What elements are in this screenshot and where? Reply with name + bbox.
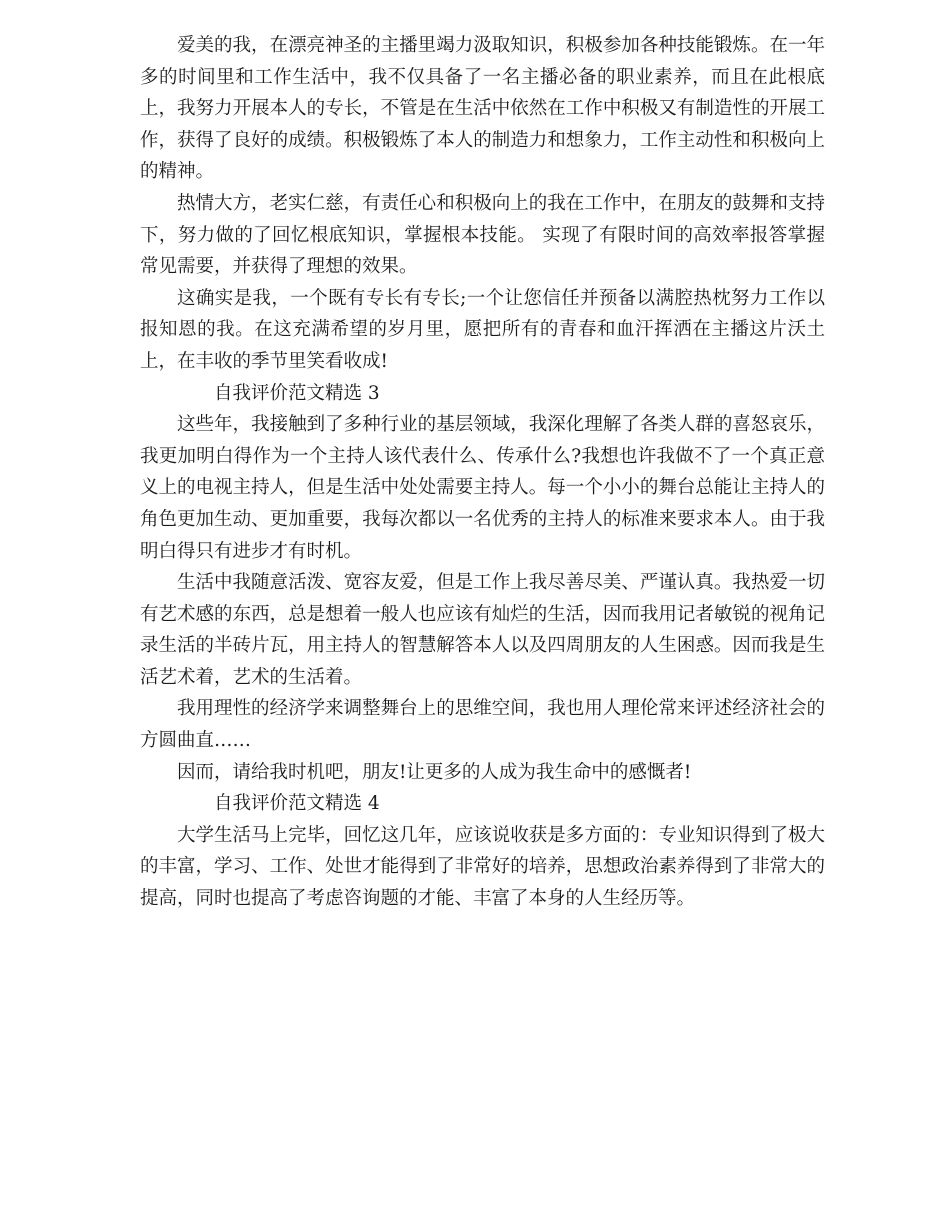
paragraph: 热情大方，老实仁慈，有责任心和积极向上的我在工作中，在朋友的鼓舞和支持下，努力做的了回忆根底知识，掌握根本技能。 实现了有限时间的高效率报答掌握常见需要，并获得了理想的效果。 — [140, 192, 825, 278]
section-heading: 自我评价范文精选 3 — [214, 382, 380, 404]
document-page — [140, 30, 825, 915]
paragraph: 因而，请给我时机吧，朋友!让更多的人成为我生命中的感慨者! — [177, 761, 692, 783]
paragraph: 这些年，我接触到了多种行业的基层领域，我深化理解了各类人群的喜怒哀乐，我更加明白得作为一个主持人该代表什么、传承什么?我想也许我做不了一个真正意义上的电视主持人，但是生活中处处需要主持人。每一个小小的舞台总能让主持人的角色更加生动、更加重要，我每次都以一名优秀的主持人的标准来要求本人。由于我明白得只有进步才有时机。 — [140, 414, 825, 562]
paragraph: 大学生活马上完毕，回忆这几年，应该说收获是多方面的：专业知识得到了极大的丰富，学习、工作、处世才能得到了非常好的培养，思想政治素养得到了非常大的提高，同时也提高了考虑咨询题的才能、丰富了本身的人生经历等。 — [140, 824, 825, 910]
paragraph: 生活中我随意活泼、宽容友爱，但是工作上我尽善尽美、严谨认真。我热爱一切有艺术感的东西，总是想着一般人也应该有灿烂的生活，因而我用记者敏锐的视角记录生活的半砖片瓦，用主持人的智慧解答本人以及四周朋友的人生困惑。因而我是生活艺术着，艺术的生活着。 — [140, 572, 825, 688]
paragraph: 这确实是我，一个既有专长有专长;一个让您信任并预备以满腔热枕努力工作以报知恩的我。在这充满希望的岁月里，愿把所有的青春和血汗挥洒在主播这片沃土上，在丰收的季节里笑看收成! — [140, 287, 825, 372]
paragraph: 爱美的我，在漂亮神圣的主播里竭力汲取知识，积极参加各种技能锻炼。在一年多的时间里和工作生活中，我不仅具备了一名主播必备的职业素养，而且在此根底上，我努力开展本人的专长，不管是在生活中依然在工作中积极又有制造性的开展工作，获得了良好的成绩。积极锻炼了本人的制造力和想象力，工作主动性和积极向上的精神。 — [140, 35, 825, 183]
section-heading: 自我评价范文精选 4 — [214, 793, 380, 815]
paragraph: 我用理性的经济学来调整舞台上的思维空间，我也用人理伦常来评述经济社会的方圆曲直…… — [140, 698, 825, 752]
